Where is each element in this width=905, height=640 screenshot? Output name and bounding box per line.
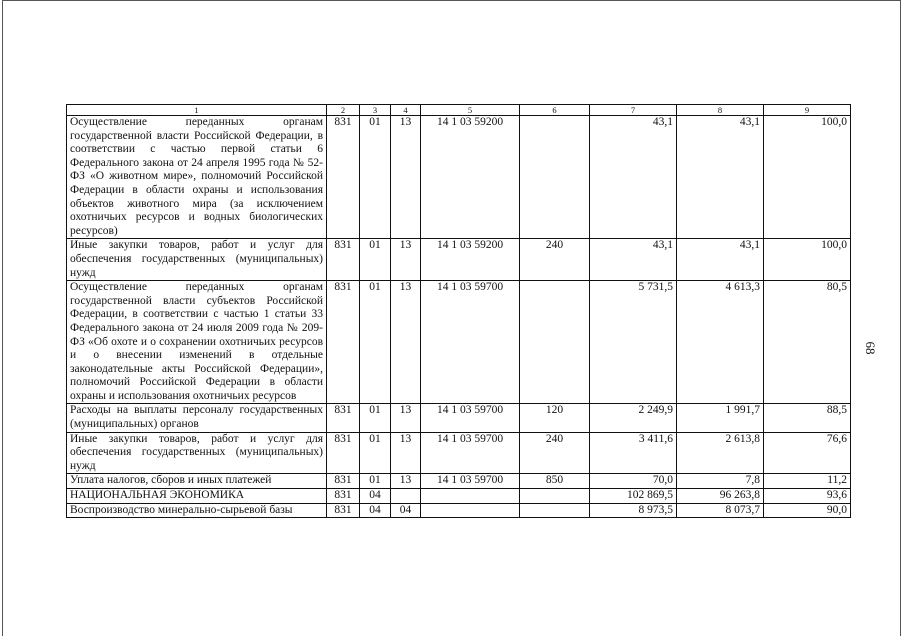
- cell-planned: 5 731,5: [590, 281, 677, 404]
- table-row: [67, 503, 851, 518]
- cell-admin-code: 831: [327, 474, 360, 489]
- column-number: 3: [360, 105, 391, 116]
- cell-executed: 2 613,8: [677, 432, 764, 474]
- cell-expense-type: 850: [520, 474, 590, 489]
- column-number: 9: [764, 105, 851, 116]
- cell-percent: 88,5: [764, 404, 851, 432]
- cell-subsection: 13: [391, 404, 421, 432]
- cell-section: 04: [360, 503, 391, 518]
- row-description: НАЦИОНАЛЬНАЯ ЭКОНОМИКА: [67, 489, 327, 504]
- column-number: 8: [677, 105, 764, 116]
- cell-admin-code: 831: [327, 239, 360, 281]
- cell-subsection: [391, 489, 421, 504]
- cell-percent: 93,6: [764, 489, 851, 504]
- cell-admin-code: 831: [327, 432, 360, 474]
- cell-target-article: 14 1 03 59700: [421, 281, 520, 404]
- cell-executed: 4 613,3: [677, 281, 764, 404]
- cell-target-article: 14 1 03 59200: [421, 239, 520, 281]
- cell-subsection: 04: [391, 503, 421, 518]
- table-row: [67, 474, 851, 489]
- cell-target-article: 14 1 03 59700: [421, 474, 520, 489]
- cell-section: 01: [360, 116, 391, 239]
- column-number-row: [67, 105, 851, 116]
- cell-expense-type: 120: [520, 404, 590, 432]
- cell-admin-code: 831: [327, 281, 360, 404]
- row-description: Осуществление переданных органам государственной власти субъектов Российской Федерации, в соответствии с частью 1 статьи 33 Федерального закона от 24 июля 2009 года № 209-ФЗ «Об охоте и о сохранении охотничьих ресурсов и о внесении изменений в отдельные законодательные акты Российской Федерации», полномочий Российской Федерации в области охраны и использования охотничьих ресурсов: [67, 281, 327, 404]
- cell-planned: 43,1: [590, 239, 677, 281]
- cell-admin-code: 831: [327, 489, 360, 504]
- cell-section: 01: [360, 404, 391, 432]
- row-description: Иные закупки товаров, работ и услуг для обеспечения государственных (муниципальных) нужд: [67, 239, 327, 281]
- cell-executed: 43,1: [677, 239, 764, 281]
- cell-target-article: 14 1 03 59200: [421, 116, 520, 239]
- cell-subsection: 13: [391, 116, 421, 239]
- cell-admin-code: 831: [327, 404, 360, 432]
- cell-percent: 11,2: [764, 474, 851, 489]
- page-number: 68: [863, 341, 878, 355]
- cell-executed: 7,8: [677, 474, 764, 489]
- column-number: 5: [421, 105, 520, 116]
- table-row: [67, 116, 851, 239]
- row-description: Осуществление переданных органам государственной власти Российской Федерации, в соответствии с частью первой статьи 6 Федерального закона от 24 апреля 1995 года № 52-ФЗ «О животном мире», полномочий Российской Федерации в области охраны и использования объектов животного мира (за исключением охотничьих ресурсов и водных биологических ресурсов): [67, 116, 327, 239]
- cell-section: 01: [360, 432, 391, 474]
- column-number: 2: [327, 105, 360, 116]
- cell-target-article: [421, 503, 520, 518]
- cell-subsection: 13: [391, 239, 421, 281]
- cell-section: 01: [360, 474, 391, 489]
- cell-percent: 90,0: [764, 503, 851, 518]
- cell-section: 01: [360, 281, 391, 404]
- cell-target-article: [421, 489, 520, 504]
- cell-planned: 8 973,5: [590, 503, 677, 518]
- row-description: Расходы на выплаты персоналу государственных (муниципальных) органов: [67, 404, 327, 432]
- cell-planned: 102 869,5: [590, 489, 677, 504]
- row-description: Воспроизводство минерально-сырьевой базы: [67, 503, 327, 518]
- cell-planned: 43,1: [590, 116, 677, 239]
- row-description: Уплата налогов, сборов и иных платежей: [67, 474, 327, 489]
- column-number: 6: [520, 105, 590, 116]
- row-description: Иные закупки товаров, работ и услуг для обеспечения государственных (муниципальных) нужд: [67, 432, 327, 474]
- cell-percent: 100,0: [764, 239, 851, 281]
- cell-target-article: 14 1 03 59700: [421, 404, 520, 432]
- cell-section: 01: [360, 239, 391, 281]
- cell-subsection: 13: [391, 281, 421, 404]
- cell-percent: 100,0: [764, 116, 851, 239]
- cell-expense-type: [520, 281, 590, 404]
- cell-executed: 96 263,8: [677, 489, 764, 504]
- cell-executed: 8 073,7: [677, 503, 764, 518]
- table-row: [67, 489, 851, 504]
- cell-subsection: 13: [391, 432, 421, 474]
- cell-admin-code: 831: [327, 503, 360, 518]
- cell-expense-type: [520, 489, 590, 504]
- cell-executed: 43,1: [677, 116, 764, 239]
- budget-table: [66, 104, 851, 518]
- column-number: 1: [67, 105, 327, 116]
- table-row: [67, 432, 851, 474]
- cell-executed: 1 991,7: [677, 404, 764, 432]
- cell-section: 04: [360, 489, 391, 504]
- cell-planned: 70,0: [590, 474, 677, 489]
- cell-expense-type: 240: [520, 432, 590, 474]
- cell-expense-type: [520, 116, 590, 239]
- cell-percent: 80,5: [764, 281, 851, 404]
- table-row: [67, 281, 851, 404]
- cell-expense-type: [520, 503, 590, 518]
- column-number: 7: [590, 105, 677, 116]
- cell-planned: 2 249,9: [590, 404, 677, 432]
- cell-admin-code: 831: [327, 116, 360, 239]
- cell-subsection: 13: [391, 474, 421, 489]
- cell-target-article: 14 1 03 59700: [421, 432, 520, 474]
- table-row: [67, 239, 851, 281]
- cell-percent: 76,6: [764, 432, 851, 474]
- cell-planned: 3 411,6: [590, 432, 677, 474]
- table-row: [67, 404, 851, 432]
- column-number: 4: [391, 105, 421, 116]
- cell-expense-type: 240: [520, 239, 590, 281]
